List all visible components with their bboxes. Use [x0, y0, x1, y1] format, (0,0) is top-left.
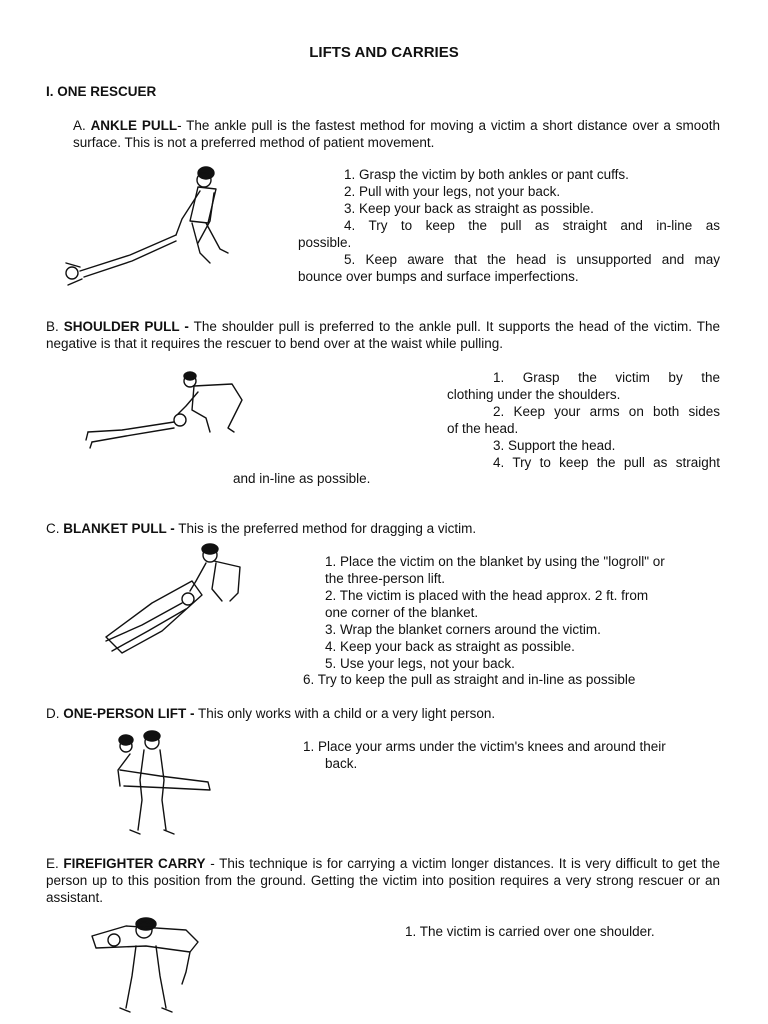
ankle-pull-steps	[298, 166, 720, 285]
firefighter-carry-intro: E. FIREFIGHTER CARRY - This technique is for carrying a victim longer distances. It is very difficult to get the person up to this position from the ground. Getting the victim into position requires a very strong rescuer or an assistant.	[46, 856, 721, 905]
step: 3. Wrap the blanket corners around the victim.	[325, 622, 601, 637]
ankle-pull-title: ANKLE PULL	[90, 118, 178, 133]
section-heading: I. ONE RESCUER	[46, 84, 157, 99]
step: 1. Grasp the victim by the	[493, 370, 720, 385]
step: bounce over bumps and surface imperfections.	[298, 269, 579, 284]
step: 1. Place your arms under the victim's knees and around their	[303, 739, 666, 754]
blanket-pull-steps	[325, 553, 665, 672]
one-person-lift-steps	[303, 738, 666, 772]
step: back.	[325, 756, 358, 771]
step: 5. Keep aware that the head is unsupported and may	[344, 252, 720, 267]
step: 4. Try to keep the pull as straight	[493, 455, 720, 470]
step: 2. Pull with your legs, not your back.	[344, 184, 561, 199]
shoulder-pull-steps	[447, 369, 720, 471]
step: 4. Keep your back as straight as possible.	[325, 639, 575, 654]
step: and in-line as possible.	[233, 471, 371, 486]
one-person-lift-title: ONE-PERSON LIFT -	[63, 706, 195, 721]
one-person-lift-illustration	[100, 730, 220, 840]
step: 1. Place the victim on the blanket by using the "logroll" or	[325, 554, 665, 569]
step: 5. Use your legs, not your back.	[325, 656, 515, 671]
page-title: LIFTS AND CARRIES	[309, 44, 459, 61]
blanket-pull-illustration	[92, 541, 252, 661]
step: the three-person lift.	[325, 571, 446, 586]
ankle-pull-intro: A. ANKLE PULL- The ankle pull is the fastest method for moving a victim a short distance over a smooth surface. This is not a preferred method of patient movement.	[73, 118, 721, 150]
step: 3. Keep your back as straight as possible.	[344, 201, 594, 216]
blanket-pull-intro: C. BLANKET PULL - This is the preferred method for dragging a victim.	[46, 521, 477, 536]
step: possible.	[298, 235, 352, 250]
step: 2. Keep your arms on both sides	[493, 404, 720, 419]
step: 3. Support the head.	[493, 438, 616, 453]
firefighter-carry-title: FIREFIGHTER CARRY	[63, 856, 206, 871]
blanket-pull-title: BLANKET PULL -	[63, 521, 175, 536]
step: 1. Grasp the victim by both ankles or pant cuffs.	[344, 167, 629, 182]
step: of the head.	[447, 421, 519, 436]
step: 4. Try to keep the pull as straight and in-line as	[344, 218, 720, 233]
ankle-pull-illustration	[60, 163, 240, 288]
firefighter-carry-illustration	[86, 912, 206, 1020]
step: one corner of the blanket.	[325, 605, 479, 620]
one-person-lift-intro: D. ONE-PERSON LIFT - This only works with a child or a very light person.	[46, 706, 496, 721]
step: 1. The victim is carried over one shoulder.	[405, 924, 655, 939]
shoulder-pull-intro: B. SHOULDER PULL - The shoulder pull is preferred to the ankle pull. It supports the head of the victim. The negative is that it requires the rescuer to bend over at the waist while pulling.	[46, 319, 720, 351]
step: 6. Try to keep the pull as straight and in-line as possible	[303, 672, 636, 687]
step: 2. The victim is placed with the head approx. 2 ft. from	[325, 588, 649, 603]
shoulder-pull-title: SHOULDER PULL -	[63, 319, 189, 334]
step: clothing under the shoulders.	[447, 387, 621, 402]
shoulder-pull-illustration	[82, 370, 252, 455]
